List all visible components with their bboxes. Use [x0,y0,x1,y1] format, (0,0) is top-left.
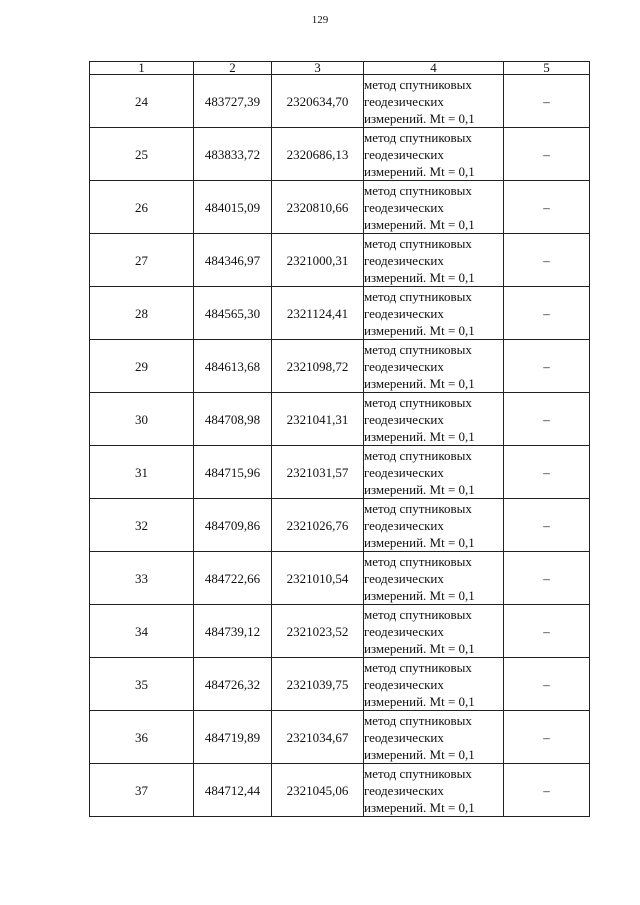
point-number-cell: 33 [90,552,194,605]
y-coordinate-cell: 2321010,54 [272,552,364,605]
method-line-1: метод спутниковых [364,553,472,569]
point-number-cell: 30 [90,393,194,446]
method-line-2: геодезических [364,252,444,268]
y-coordinate-cell: 2321031,57 [272,446,364,499]
method-line-1: метод спутниковых [364,712,472,728]
error-cell: – [504,75,590,128]
method-line-2: геодезических [364,411,444,427]
table-row [90,287,590,340]
y-coordinate-cell: 2321000,31 [272,234,364,287]
column-header-4: 4 [364,62,504,75]
method-line-2: геодезических [364,782,444,798]
table-row [90,181,590,234]
x-coordinate-cell: 484346,97 [194,234,272,287]
point-number-cell: 24 [90,75,194,128]
table-row [90,393,590,446]
method-line-2: геодезических [364,623,444,639]
error-cell: – [504,658,590,711]
x-coordinate-cell: 484719,89 [194,711,272,764]
method-line-2: геодезических [364,570,444,586]
error-cell: – [504,764,590,817]
method-line-1: метод спутниковых [364,447,472,463]
table-body [90,62,590,817]
y-coordinate-cell: 2321124,41 [272,287,364,340]
method-line-2: геодезических [364,729,444,745]
table-row [90,658,590,711]
method-line-1: метод спутниковых [364,765,472,781]
y-coordinate-cell: 2321023,52 [272,605,364,658]
method-line-3: измерений. Mt = 0,1 [364,587,475,603]
method-cell [364,658,504,711]
point-number-cell: 26 [90,181,194,234]
method-line-1: метод спутниковых [364,659,472,675]
x-coordinate-cell: 484722,66 [194,552,272,605]
method-cell [364,75,504,128]
method-cell [364,181,504,234]
table-row [90,711,590,764]
method-cell [364,552,504,605]
point-number-cell: 27 [90,234,194,287]
point-number-cell: 36 [90,711,194,764]
table-row [90,605,590,658]
method-cell [364,340,504,393]
method-line-2: геодезических [364,146,444,162]
table-row [90,75,590,128]
x-coordinate-cell: 484739,12 [194,605,272,658]
method-line-1: метод спутниковых [364,288,472,304]
x-coordinate-cell: 484726,32 [194,658,272,711]
table-row [90,234,590,287]
table-row [90,552,590,605]
method-line-1: метод спутниковых [364,606,472,622]
error-cell: – [504,552,590,605]
method-line-2: геодезических [364,93,444,109]
y-coordinate-cell: 2321039,75 [272,658,364,711]
x-coordinate-cell: 484565,30 [194,287,272,340]
header-row [90,62,590,75]
point-number-cell: 25 [90,128,194,181]
method-cell [364,605,504,658]
method-line-1: метод спутниковых [364,235,472,251]
method-line-2: геодезических [364,676,444,692]
point-number-cell: 32 [90,499,194,552]
error-cell: – [504,711,590,764]
coordinates-table [89,61,590,817]
error-cell: – [504,499,590,552]
method-cell [364,446,504,499]
point-number-cell: 35 [90,658,194,711]
y-coordinate-cell: 2320634,70 [272,75,364,128]
method-line-3: измерений. Mt = 0,1 [364,693,475,709]
method-cell [364,128,504,181]
method-line-3: измерений. Mt = 0,1 [364,269,475,285]
table-row [90,128,590,181]
page-number: 129 [311,14,329,26]
y-coordinate-cell: 2321098,72 [272,340,364,393]
error-cell: – [504,287,590,340]
point-number-cell: 37 [90,764,194,817]
y-coordinate-cell: 2321045,06 [272,764,364,817]
method-line-1: метод спутниковых [364,500,472,516]
method-line-3: измерений. Mt = 0,1 [364,799,475,815]
method-cell [364,764,504,817]
error-cell: – [504,340,590,393]
method-cell [364,393,504,446]
method-line-3: измерений. Mt = 0,1 [364,746,475,762]
x-coordinate-cell: 484613,68 [194,340,272,393]
point-number-cell: 34 [90,605,194,658]
method-cell [364,287,504,340]
y-coordinate-cell: 2321034,67 [272,711,364,764]
x-coordinate-cell: 483727,39 [194,75,272,128]
x-coordinate-cell: 484708,98 [194,393,272,446]
method-line-3: измерений. Mt = 0,1 [364,163,475,179]
method-line-3: измерений. Mt = 0,1 [364,322,475,338]
column-header-2: 2 [194,62,272,75]
method-line-1: метод спутниковых [364,129,472,145]
method-line-1: метод спутниковых [364,182,472,198]
y-coordinate-cell: 2320810,66 [272,181,364,234]
error-cell: – [504,446,590,499]
error-cell: – [504,605,590,658]
method-line-2: геодезических [364,199,444,215]
method-line-3: измерений. Mt = 0,1 [364,110,475,126]
method-line-3: измерений. Mt = 0,1 [364,375,475,391]
error-cell: – [504,181,590,234]
x-coordinate-cell: 484015,09 [194,181,272,234]
column-header-1: 1 [90,62,194,75]
x-coordinate-cell: 484709,86 [194,499,272,552]
method-line-2: геодезических [364,464,444,480]
method-cell [364,499,504,552]
method-line-3: измерений. Mt = 0,1 [364,534,475,550]
point-number-cell: 29 [90,340,194,393]
point-number-cell: 31 [90,446,194,499]
method-line-1: метод спутниковых [364,394,472,410]
method-line-1: метод спутниковых [364,76,472,92]
table-row [90,340,590,393]
method-line-3: измерений. Mt = 0,1 [364,481,475,497]
method-line-1: метод спутниковых [364,341,472,357]
error-cell: – [504,393,590,446]
method-line-3: измерений. Mt = 0,1 [364,428,475,444]
error-cell: – [504,234,590,287]
x-coordinate-cell: 484715,96 [194,446,272,499]
method-line-2: геодезических [364,305,444,321]
error-cell: – [504,128,590,181]
column-header-5: 5 [504,62,590,75]
method-cell [364,234,504,287]
method-line-2: геодезических [364,358,444,374]
table-row [90,764,590,817]
table-row [90,499,590,552]
table-row [90,446,590,499]
method-cell [364,711,504,764]
y-coordinate-cell: 2320686,13 [272,128,364,181]
x-coordinate-cell: 484712,44 [194,764,272,817]
point-number-cell: 28 [90,287,194,340]
method-line-3: измерений. Mt = 0,1 [364,640,475,656]
y-coordinate-cell: 2321026,76 [272,499,364,552]
x-coordinate-cell: 483833,72 [194,128,272,181]
column-header-3: 3 [272,62,364,75]
method-line-3: измерений. Mt = 0,1 [364,216,475,232]
method-line-2: геодезических [364,517,444,533]
y-coordinate-cell: 2321041,31 [272,393,364,446]
